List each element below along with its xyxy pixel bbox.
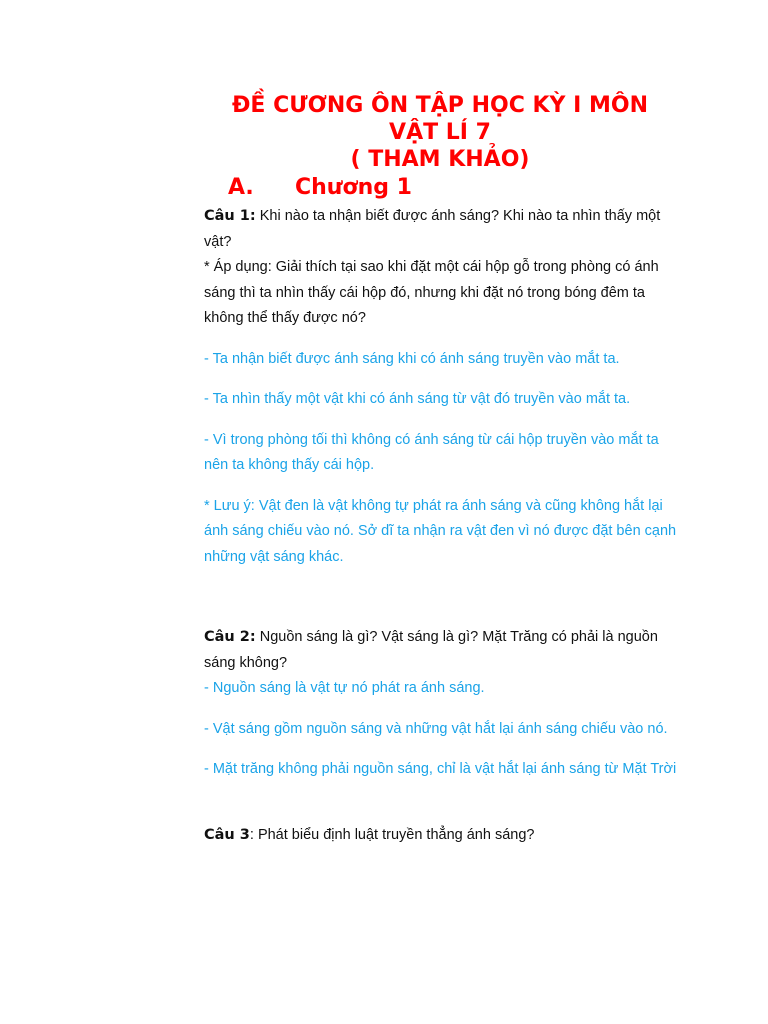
title-line-3: ( THAM KHẢO) xyxy=(350,147,530,172)
question-1-answer-1: - Ta nhận biết được ánh sáng khi có ánh sáng truyền vào mắt ta. xyxy=(204,350,620,367)
section-name: Chương 1 xyxy=(295,175,412,200)
question-1-answer-2: - Ta nhìn thấy một vật khi có ánh sáng từ vật đó truyền vào mắt ta. xyxy=(204,391,631,407)
question-1 xyxy=(204,204,684,255)
section-number: A. xyxy=(228,175,254,200)
document-body xyxy=(204,204,684,848)
question-2-answer-1: - Nguồn sáng là vật tự nó phát ra ánh sáng. xyxy=(204,680,485,696)
title-line-1: ĐỀ CƯƠNG ÔN TẬP HỌC KỲ I MÔN xyxy=(232,93,648,118)
question-1-answer-3: - Vì trong phòng tối thì không có ánh sáng từ cái hộp truyền vào mắt ta nên ta không thấy cái hộp. xyxy=(204,431,659,473)
question-2 xyxy=(204,625,684,676)
document-title xyxy=(200,92,680,173)
title-line-2: VẬT LÍ 7 xyxy=(389,120,491,145)
question-1-application: * Áp dụng: Giải thích tại sao khi đặt một cái hộp gỗ trong phòng có ánh sáng thì ta nhìn thấy cái hộp đó, nhưng khi đặt nó trong bóng đêm ta không thể thấy được nó? xyxy=(204,259,659,326)
question-2-answer-3: - Mặt trăng không phải nguồn sáng, chỉ là vật hắt lại ánh sáng từ Mặt Trời xyxy=(204,761,677,777)
question-1-text: Khi nào ta nhận biết được ánh sáng? Khi nào ta nhìn thấy một vật? xyxy=(204,208,661,250)
question-3-text: : Phát biểu định luật truyền thẳng ánh sáng? xyxy=(249,826,535,843)
question-1-label: Câu 1: xyxy=(204,208,256,224)
question-1-note: * Lưu ý: Vật đen là vật không tự phát ra ánh sáng và cũng không hắt lại ánh sáng chiếu vào nó. Sở dĩ ta nhận ra vật đen vì nó được đặt bên cạnh những vật sáng khác. xyxy=(204,497,677,565)
question-3 xyxy=(204,823,684,849)
question-3-label: Câu 3 xyxy=(204,826,250,843)
question-2-label: Câu 2: xyxy=(204,629,256,645)
section-heading xyxy=(228,174,412,201)
question-2-text: Nguồn sáng là gì? Vật sáng là gì? Mặt Trăng có phải là nguồn sáng không? xyxy=(204,629,658,671)
question-2-answer-2: - Vật sáng gồm nguồn sáng và những vật hắt lại ánh sáng chiếu vào nó. xyxy=(204,720,668,737)
